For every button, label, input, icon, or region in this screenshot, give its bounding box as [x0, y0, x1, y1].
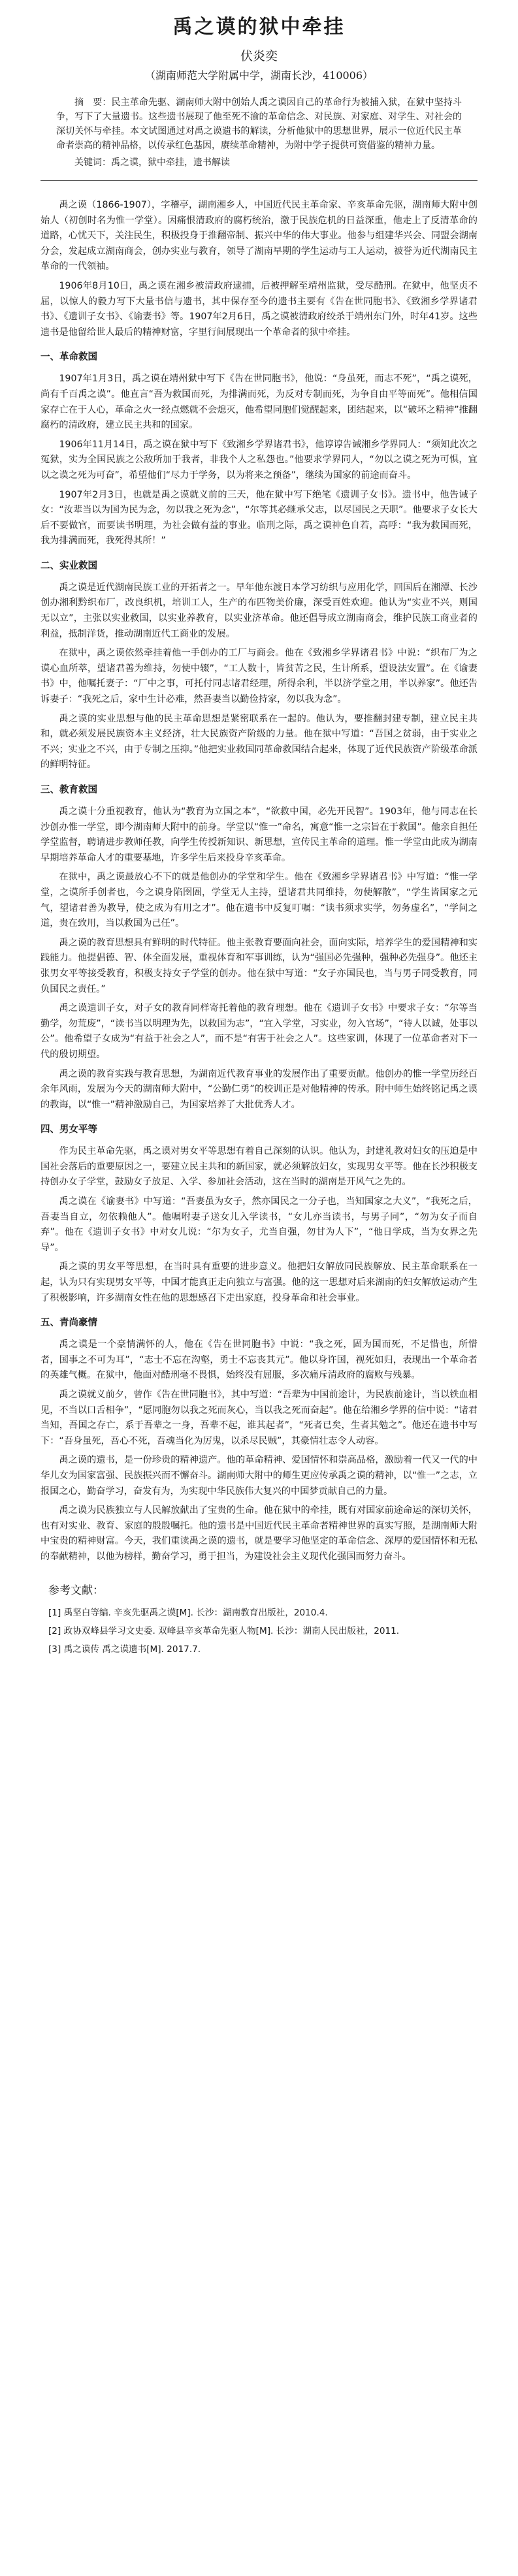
references-title: 参考文献：: [48, 1583, 104, 1597]
section-heading: 一、革命救国: [40, 352, 97, 363]
body-paragraph: 禹之谟是一个豪情满怀的人，他在《告在世同胞书》中说：“我之死，固为国而死，不足惜也，所惜者，国事之不可为耳”，“志士不忘在沟壑，勇士不忘丧其元”。他以身许国，视死如归，表现出一个革命者的英雄气概。在狱中，他面对酷刑毫不畏惧，始终没有屈服，多次痛斥清政府的腐败与残暴。: [40, 1339, 478, 1381]
body-paragraph: 在狱中，禹之谟最放心不下的就是他创办的学堂和学生。他在《致湘乡学界诸君书》中写道：“惟一学堂，之谟所手创者也，今之谟身陷囹圄，学堂无人主持，望诸君共同维持，勿使解散”，“学生皆国家之元气，望诸君善为教导，使之成为有用之才”。他在遗书中反复叮嘱：“读书须求实学，勿务虚名”，“学问之道，贵在致用，当以救国为己任”。: [40, 872, 478, 929]
body-paragraph: 禹之谟的实业思想与他的民主革命思想是紧密联系在一起的。他认为，要推翻封建专制，建立民主共和，就必须发展民族资本主义经济，壮大民族资产阶级的力量。他在狱中写道：“吾国之贫弱，由于实业之不兴；实业之不兴，由于专制之压抑。”他把实业救国同革命救国结合起来，体现了近代民族资产阶级革命派的鲜明特征。: [40, 713, 478, 771]
paper-affiliation: （湖南师范大学附属中学，湖南长沙，410006）: [144, 69, 374, 82]
paper-body: [40, 198, 478, 1565]
body-paragraph: 禹之谟的男女平等思想，在当时具有重要的进步意义。他把妇女解放同民族解放、民主革命联系在一起，认为只有实现男女平等，中国才能真正走向独立与富强。他的这一思想对后来湖南的妇女解放运动产生了积极影响，许多湖南女性在他的思想感召下走出家庭，投身革命和社会事业。: [40, 1262, 478, 1303]
body-paragraph: 禹之谟（1866-1907），字稽亭，湖南湘乡人，中国近代民主革命家、辛亥革命先驱，湖南师大附中创始人（初创时名为惟一学堂）。因痛恨清政府的腐朽统治，激于民族危机的日益深重，他走上了反清革命的道路，心忧天下，关注民生，积极投身于推翻帝制、振兴中华的伟大事业。他参与组建华兴会、同盟会湖南分会，发起成立湖南商会，创办实业与教育，领导了湖南早期的学生运动与工人运动，被誉为近代湖南民主革命的一代领袖。: [40, 200, 478, 272]
body-paragraph: 1906年8月10日，禹之谟在湘乡被清政府逮捕，后被押解至靖州监狱，受尽酷刑。在狱中，他坚贞不屈，以惊人的毅力写下大量书信与遗书，其中保存至今的遗书主要有《告在世同胞书》、《致湘乡学界诸君书》、《遗训子女书》、《谕妻书》等。1907年2月6日，禹之谟被清政府绞杀于靖州东门外，时年41岁。这些遗书是他留给世人最后的精神财富，字里行间展现出一个革命者的狱中牵挂。: [40, 280, 478, 338]
body-paragraph: 禹之谟就义前夕，曾作《告在世同胞书》，其中写道：“吾辈为中国前途计，为民族前途计，当以铁血相见，不当以口舌相争”，“愿同胞勿以我之死而灰心，当以我之死而奋起”。他在给湘乡学界的信中说：“诸君当知，吾国之存亡，系于吾辈之一身，吾辈不起，谁其起者”，“死者已矣，生者其勉之”。他还在遗书中写下：“吾身虽死，吾心不死，吾魂当化为厉鬼，以杀尽民贼”，其豪情壮志令人动容。: [40, 1390, 478, 1446]
body-paragraph: 作为民主革命先驱，禹之谟对男女平等思想有着自己深刻的认识。他认为，封建礼教对妇女的压迫是中国社会落后的重要原因之一，要建立民主共和的新国家，就必须解放妇女，实现男女平等。他在长沙积极支持创办女子学堂，鼓励女子放足、入学、参加社会活动，这在当时的湖南是开风气之先的。: [40, 1146, 478, 1188]
body-paragraph: 禹之谟遗训子女，对子女的教育同样寄托着他的教育理想。他在《遗训子女书》中要求子女：“尔等当勤学，勿荒废”，“读书当以明理为先，以救国为志”，“宜入学堂，习实业，勿入官场”，“待人以诚，处事以公”。他希望子女成为“有益于社会之人”，而不是“有害于社会之人”。这些家训，体现了一位革命者对下一代的殷切期望。: [40, 1003, 478, 1060]
body-paragraph: 在狱中，禹之谟依然牵挂着他一手创办的工厂与商会。他在《致湘乡学界诸君书》中说：“织布厂为之谟心血所萃，望诸君善为维持，勿使中辍”，“工人数十，皆贫苦之民，生计所系，望设法安置”。在《谕妻书》中，他嘱托妻子：“厂中之事，可托付同志诸君经理，所得余利，半以济学堂之用，半以养家”。他还告诉妻子：“我死之后，家中生计必难，然吾妻当以勤俭持家，勿以我为念”。: [40, 648, 478, 705]
section-heading: 三、教育救国: [40, 785, 97, 795]
references-list: [40, 1604, 478, 1659]
body-paragraph: 禹之谟的教育实践与教育思想，为湖南近代教育事业的发展作出了重要贡献。他创办的惟一学堂历经百余年风雨，发展为今天的湖南师大附中，“公勤仁勇”的校训正是对他精神的传承。附中师生始终铭记禹之谟的教诲，以“惟一”精神激励自己，为国家培养了大批优秀人才。: [40, 1068, 478, 1110]
reference-item: [1] 禹坚白等编. 辛亥先驱禹之谟[M]. 长沙：湖南教育出版社，2010.4.: [48, 1607, 328, 1618]
section-heading: 四、男女平等: [40, 1124, 97, 1136]
paper-author: 伏炎奕: [240, 49, 278, 63]
body-paragraph: 1907年2月3日，也就是禹之谟就义前的三天，他在狱中写下绝笔《遗训子女书》。遗书中，他告诫子女：“汝辈当以为国为民为念，勿以我之死为念”，“尔等其必继承父志，以尽国民之天职”。他要求子女长大后不要做官，而要读书明理，为社会做有益的事业。临刑之际，禹之谟神色自若，高呼：“我为救国而死，我为排满而死，我死得其所！”: [40, 489, 478, 547]
body-paragraph: 1907年1月3日，禹之谟在靖州狱中写下《告在世同胞书》，他说：“身虽死，而志不死”，“禹之谟死，尚有千百禹之谟”。他直言“吾为救国而死，为排满而死，为反对专制而死，为争自由平等而死”。他相信国家存亡在于人心，革命之火一经点燃就不会熄灭，他希望同胞们觉醒起来，团结起来，以“破坏之精神”推翻腐朽的清政府，建立民主共和的国家。: [40, 374, 478, 431]
keywords: 关键词：禹之谟，狱中牵挂，遗书解读: [74, 157, 230, 168]
header-divider: [40, 180, 478, 181]
body-paragraph: 禹之谟的遗书，是一份珍贵的精神遗产。他的革命精神、爱国情怀和崇高品格，激励着一代又一代的中华儿女为国家富强、民族振兴而不懈奋斗。湖南师大附中的师生更应传承禹之谟的精神，以“惟一”之志，立报国之心，勤奋学习，奋发有为，为实现中华民族伟大复兴的中国梦贡献自己的力量。: [40, 1455, 478, 1497]
section-heading: 二、实业救国: [40, 560, 97, 571]
reference-item: [2] 政协双峰县学习文史委. 双峰县辛亥革命先驱人物[M]. 长沙：湖南人民出版社，2011.: [48, 1625, 400, 1636]
body-paragraph: 禹之谟在《谕妻书》中写道：“吾妻虽为女子，然亦国民之一分子也，当知国家之大义”，“我死之后，吾妻当自立，勿依赖他人”。他嘱咐妻子送女儿入学读书，“女儿亦当读书，与男子同”，“勿为女子而自弃”。他在《遗训子女书》中对女儿说：“尔为女子，尤当自强，勿甘为人下”，“他日学成，当为女界之先导”。: [40, 1196, 478, 1253]
body-paragraph: 禹之谟十分重视教育，他认为“教育为立国之本”，“欲救中国，必先开民智”。1903年，他与同志在长沙创办惟一学堂，即今湖南师大附中的前身。学堂以“惟一”命名，寓意“惟一之宗旨在于救国”。他亲自担任学堂监督，聘请进步教师任教，向学生传授新知识、新思想，宣传民主革命的道理。惟一学堂由此成为湖南早期培养革命人才的重要基地，许多学生后来投身辛亥革命。: [40, 806, 478, 863]
body-paragraph: 1906年11月14日，禹之谟在狱中写下《致湘乡学界诸君书》，他谆谆告诫湘乡学界同人：“须知此次之冤狱，实为全国民族之公敌所加于我者，非我个人之私怨也。”他要求学界同人，“勿以之谟之死为可惧，宜以之谟之死为可奋”，希望他们“尽力于学务，以为将来之预备”，继续为国家的前途而奋斗。: [40, 439, 478, 481]
body-paragraph: 禹之谟是近代湖南民族工业的开拓者之一。早年他东渡日本学习纺织与应用化学，回国后在湘潭、长沙创办湘利黔织布厂，改良织机，培训工人，生产的布匹物美价廉，深受百姓欢迎。他认为“实业不兴，则国无以立”，主张以实业救国，以实业养教育，以实业济革命。他还倡导成立湖南商会，维护民族工商业者的利益，抵制洋货，推动湖南近代工商业的发展。: [40, 582, 478, 639]
abstract: 摘 要：民主革命先驱、湖南师大附中创始人禹之谟因自己的革命行为被捕入狱，在狱中坚持斗争，写下了大量遗书。这些遗书展现了他至死不渝的革命信念、对民族、对家庭、对学生、对社会的深切关怀与牵挂。本文试图通过对禹之谟遗书的解读，分析他狱中的思想世界，展示一位近代民主革命者崇高的精神品格，以传承红色基因，赓续革命精神，为附中学子提供可资借鉴的精神力量。: [56, 97, 462, 151]
section-heading: 五、青尚豪情: [40, 1318, 97, 1329]
reference-item: [3] 禹之谟传 禹之谟遗书[M]. 2017.7.: [48, 1644, 201, 1655]
paper-title: 禹之谟的狱中牵挂: [172, 16, 346, 39]
conclusion-paragraph: 禹之谟为民族独立与人民解放献出了宝贵的生命。他在狱中的牵挂，既有对国家前途命运的深切关怀，也有对实业、教育、家庭的殷殷嘱托。他的遗书是中国近代民主革命者精神世界的真实写照，是湖南师大附中宝贵的精神财富。今天，我们重读禹之谟的遗书，就是要学习他坚定的革命信念、深厚的爱国情怀和无私的奉献精神，以他为榜样，勤奋学习，勇于担当，为建设社会主义现代化强国而努力奋斗。: [40, 1505, 478, 1562]
body-paragraph: 禹之谟的教育思想具有鲜明的时代特征。他主张教育要面向社会，面向实际，培养学生的爱国精神和实践能力。他提倡德、智、体全面发展，重视体育和军事训练，认为“强国必先强种，强种必先强身”。他还主张男女平等接受教育，积极支持女子学堂的创办。他在狱中写道：“女子亦国民也，当与男子同受教育，同负国民之责任。”: [40, 937, 478, 994]
